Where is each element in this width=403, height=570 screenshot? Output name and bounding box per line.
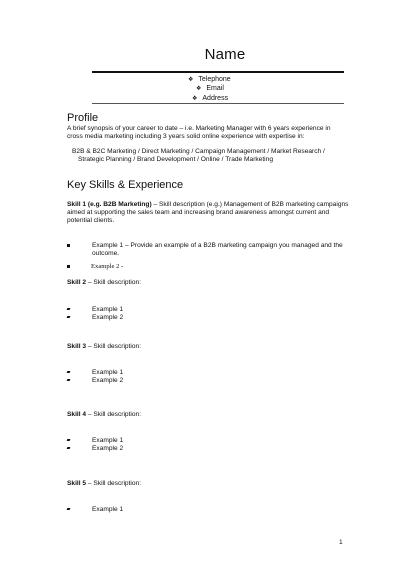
skill-1-title: Skill 1 (e.g. B2B Marketing) (67, 201, 152, 208)
candidate-name: Name (204, 46, 246, 63)
skill-2-example-2: Example 2 (67, 314, 123, 322)
skill-2-example-1: Example 1 (67, 306, 123, 314)
header-rule-bottom (92, 103, 344, 104)
contact-telephone: ❖ Telephone (188, 76, 231, 83)
small-bullet-icon (67, 371, 71, 373)
skill-5-title: Skill 5 (67, 480, 87, 487)
small-bullet-icon (67, 308, 71, 310)
contact-address: ❖ Address (192, 95, 229, 102)
small-bullet-icon (67, 316, 71, 318)
profile-heading: Profile (67, 112, 99, 124)
skill-4-example-2: Example 2 (67, 445, 123, 453)
skill-1-example-1: Example 1 – Provide an example of a B2B marketing campaign you managed and the (67, 242, 343, 250)
diamond-bullet-icon: ❖ (196, 86, 202, 92)
square-bullet-icon (67, 265, 70, 268)
profile-synopsis-line-1: A brief synopsis of your career to date – i.e. Marketing Manager with 6 years experience in (67, 125, 331, 132)
profile-expertise-line-2: Strategic Planning / Brand Development / Online / Trade Marketing (78, 156, 273, 163)
skill-1-example-1-cont: outcome. (92, 250, 120, 257)
skill-3-heading: Skill 3 – Skill description: (67, 343, 142, 350)
profile-expertise-line-1: B2B & B2C Marketing / Direct Marketing / Campaign Management / Market Research / (72, 148, 325, 155)
skill-3-example-1: Example 1 (67, 369, 123, 377)
small-bullet-icon (67, 379, 71, 381)
skills-heading: Key Skills & Experience (67, 179, 184, 191)
skill-4-example-1: Example 1 (67, 437, 123, 445)
diamond-bullet-icon: ❖ (192, 96, 198, 102)
contact-email: ❖ Email (196, 85, 224, 92)
skill-5-example-1: Example 1 (67, 506, 123, 514)
skill-1-example-2: Example 2 - (67, 263, 123, 271)
header-rule-top (92, 71, 344, 73)
skill-1-line-1: Skill 1 (e.g. B2B Marketing) – Skill description (e.g.) Management of B2B marketing campaigns (67, 201, 349, 208)
profile-synopsis-line-2: cross media marketing including 3 years solid online experience with expertise in: (67, 133, 305, 140)
skill-1-line-2: aimed at supporting the sales team and increasing brand awareness amongst current and (67, 209, 330, 216)
skill-3-example-2: Example 2 (67, 377, 123, 385)
small-bullet-icon (67, 447, 71, 449)
diamond-bullet-icon: ❖ (188, 77, 194, 83)
small-bullet-icon (67, 439, 71, 441)
skill-5-heading: Skill 5 – Skill description: (67, 480, 142, 487)
page-number: 1 (339, 539, 343, 546)
skill-1-line-3: potential clients. (67, 217, 115, 224)
small-bullet-icon (67, 508, 71, 510)
skill-2-title: Skill 2 (67, 279, 87, 286)
skill-2-heading: Skill 2 – Skill description: (67, 279, 142, 286)
skill-3-title: Skill 3 (67, 343, 87, 350)
square-bullet-icon (67, 244, 70, 247)
skill-4-title: Skill 4 (67, 411, 87, 418)
skill-4-heading: Skill 4 – Skill description: (67, 411, 142, 418)
